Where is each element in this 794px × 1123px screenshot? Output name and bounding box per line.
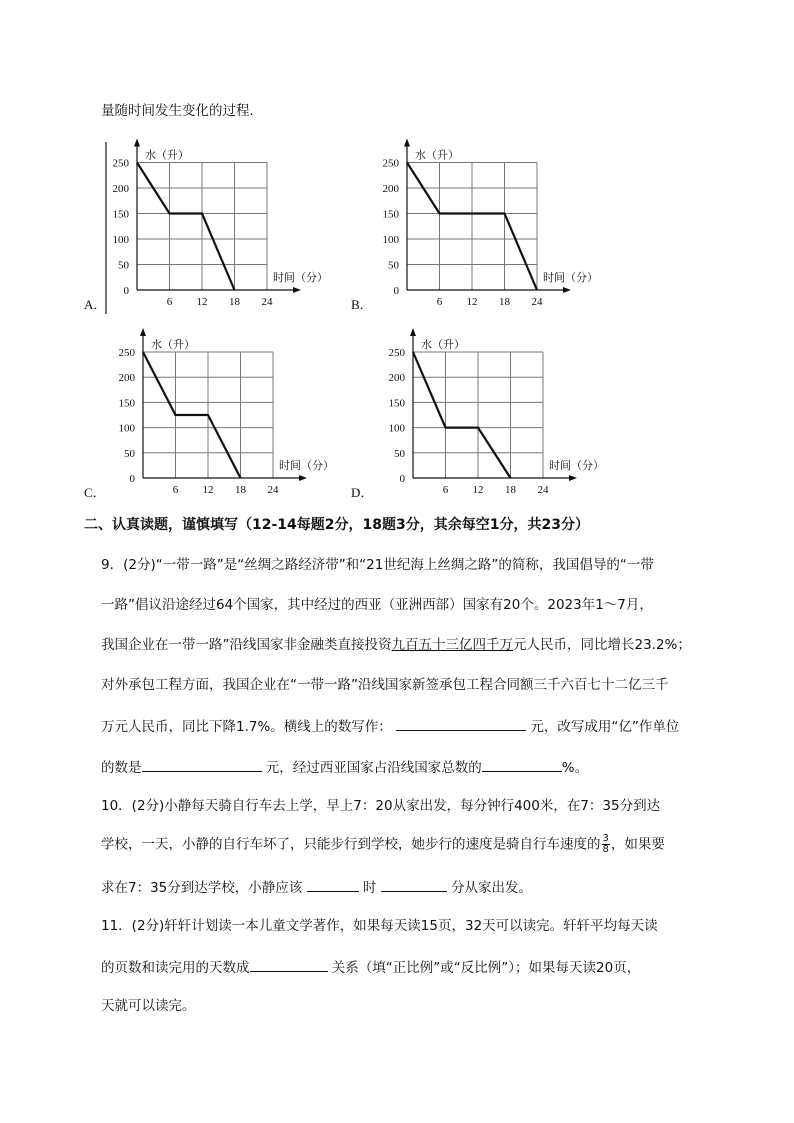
x-axis-arrow: [293, 287, 301, 293]
x-tick-label: 24: [261, 296, 273, 308]
q10-line-3: [101, 876, 532, 898]
x-tick-label: 6: [436, 296, 443, 308]
y-axis-arrow: [140, 328, 146, 336]
y-tick-label: 200: [112, 183, 129, 195]
q10-line-2-b: ，如果要: [610, 836, 665, 853]
line-chart-c: [70, 328, 345, 503]
q11-line-3: 天就可以读完。: [101, 998, 196, 1014]
option-b-label: B．: [351, 297, 373, 312]
y-tick-label: 50: [118, 259, 129, 272]
x-tick-label: 6: [442, 484, 449, 496]
q9-line-5: [101, 715, 679, 737]
chart-option-c: [70, 328, 345, 507]
q9-line-3-a: 我国企业在一带一路”沿线国家非金融类直接投资: [101, 637, 392, 653]
fraction-numerator: 3: [602, 833, 609, 844]
q9-line-5-a: 万元人民币，同比下降1.7%。横线上的数写作：: [101, 719, 392, 735]
chart-option-a: [70, 138, 345, 322]
x-axis-title: 时间（分）: [543, 271, 598, 284]
y-tick-label: 200: [118, 372, 135, 385]
q9-line-6: [101, 756, 588, 778]
x-axis-arrow: [569, 475, 577, 481]
line-chart-b: [340, 138, 615, 318]
x-tick-label: 24: [267, 484, 279, 496]
q9-line-4: 对外承包工程方面，我国企业在“一带一路”沿线国家新签承包工程合同额三千六百七十二亿三千: [101, 677, 669, 693]
y-tick-label: 150: [388, 397, 405, 410]
option-a-label: A．: [84, 297, 107, 312]
x-tick-label: 18: [235, 484, 246, 496]
intro-line: 量随时间发生变化的过程．: [101, 103, 263, 119]
x-axis-title: 时间（分）: [549, 459, 604, 472]
q10-line-1: 10．(2分)小静每天骑自行车去上学，早上7：20从家出发，每分钟行400米，在7：35分到达: [101, 798, 661, 814]
y-tick-label: 50: [388, 259, 399, 272]
q11-line-2: [101, 956, 640, 978]
q9-blank-yi-unit[interactable]: [142, 756, 262, 772]
x-tick-label: 24: [537, 484, 549, 496]
y-tick-label: 200: [382, 183, 399, 195]
fraction-three-eighths: [602, 834, 610, 855]
x-tick-label: 12: [472, 484, 484, 496]
x-tick-label: 6: [166, 296, 173, 308]
q11-line-1: 11．(2分)轩轩计划读一本儿童文学著作，如果每天读15页，32天可以读完。轩轩平均每天读: [101, 918, 658, 934]
q9-line-2: 一路”倡议沿途经过64个国家，其中经过的西亚（亚洲西部）国家有20个。2023年1～7月，: [101, 597, 653, 613]
q10-blank-hour[interactable]: [307, 876, 359, 892]
y-axis-arrow: [134, 139, 140, 147]
x-tick-label: 18: [499, 296, 510, 308]
y-tick-label: 250: [118, 347, 135, 359]
y-tick-label: 50: [124, 447, 135, 460]
x-tick-label: 12: [196, 296, 208, 308]
q10-line-2: [101, 834, 665, 855]
y-tick-label: 100: [118, 422, 135, 435]
y-tick-label: 250: [112, 157, 129, 170]
x-tick-label: 12: [202, 484, 214, 496]
y-tick-label: 50: [394, 447, 405, 460]
y-tick-label: 100: [388, 422, 405, 435]
line-chart-d: [340, 328, 615, 503]
q9-line-3-b: 元人民币，同比增长23.2%；: [513, 637, 691, 653]
q11-line-2-a: 的页数和读完用的天数成: [101, 960, 250, 976]
y-axis-title: 水（升）: [145, 148, 189, 162]
x-axis-arrow: [563, 287, 571, 293]
y-tick-label: 0: [399, 473, 405, 485]
chart-option-b: [340, 138, 615, 322]
y-tick-label: 100: [382, 234, 399, 246]
y-axis-arrow: [404, 139, 410, 147]
y-tick-label: 200: [388, 372, 405, 385]
q10-line-3-c: 分从家出发。: [450, 880, 532, 896]
y-axis-title: 水（升）: [421, 338, 465, 351]
x-tick-label: 24: [531, 296, 543, 308]
q10-blank-minute[interactable]: [381, 876, 447, 892]
water-level-line: [137, 163, 235, 291]
chart-option-d: [340, 328, 615, 507]
x-axis-arrow: [299, 475, 307, 481]
x-tick-label: 18: [505, 484, 516, 496]
q10-line-3-b: 时: [362, 880, 377, 896]
section-title: 二、认真读题，谨慎填写（12-14每题2分，18题3分，其余每空1分，共23分）: [84, 517, 589, 533]
water-level-line: [143, 352, 241, 478]
q10-line-3-a: 求在7：35分到达学校，小静应该: [101, 880, 303, 896]
y-tick-label: 0: [123, 285, 129, 297]
y-tick-label: 250: [388, 347, 405, 359]
water-level-line: [413, 352, 511, 478]
y-tick-label: 150: [118, 397, 135, 410]
y-tick-label: 150: [382, 208, 399, 221]
line-chart-a: [70, 138, 345, 318]
x-tick-label: 12: [466, 296, 478, 308]
q9-line-3: [101, 635, 691, 655]
q9-blank-written-number[interactable]: [396, 715, 526, 731]
x-tick-label: 6: [172, 484, 179, 496]
q9-line-6-b: 元，经过西亚国家占沿线国家总数的: [265, 760, 482, 776]
q9-line-1: 9．(2分)“一带一路”是“丝绸之路经济带”和“21世纪海上丝绸之路”的简称，我国倡导的“一带: [101, 557, 654, 573]
q9-line-6-c: %。: [561, 760, 589, 776]
y-tick-label: 250: [382, 157, 399, 170]
q11-line-2-b: 关系（填“正比例”或“反比例”）；如果每天读20页，: [331, 960, 641, 976]
y-tick-label: 0: [129, 473, 135, 485]
x-axis-title: 时间（分）: [279, 459, 334, 472]
fraction-denominator: 8: [602, 844, 609, 855]
q9-blank-percent[interactable]: [482, 756, 562, 772]
y-tick-label: 100: [112, 234, 129, 246]
x-tick-label: 18: [229, 296, 240, 308]
option-c-label: C．: [84, 485, 106, 500]
q11-blank-relation[interactable]: [250, 956, 328, 972]
q10-line-2-a: 学校，一天，小静的自行车坏了，只能步行到学校，她步行的速度是骑自行车速度的: [101, 836, 601, 853]
y-axis-title: 水（升）: [415, 148, 459, 162]
q9-line-6-a: 的数是: [101, 760, 142, 776]
y-axis-arrow: [410, 328, 416, 336]
option-d-label: D．: [351, 485, 374, 500]
y-tick-label: 150: [112, 208, 129, 221]
q9-line-5-b: 元，改写成用“亿”作单位: [530, 719, 680, 735]
q9-underlined-number: 九百五十三亿四千万: [391, 637, 513, 653]
y-axis-title: 水（升）: [151, 338, 195, 351]
y-tick-label: 0: [393, 285, 399, 297]
x-axis-title: 时间（分）: [273, 271, 328, 284]
